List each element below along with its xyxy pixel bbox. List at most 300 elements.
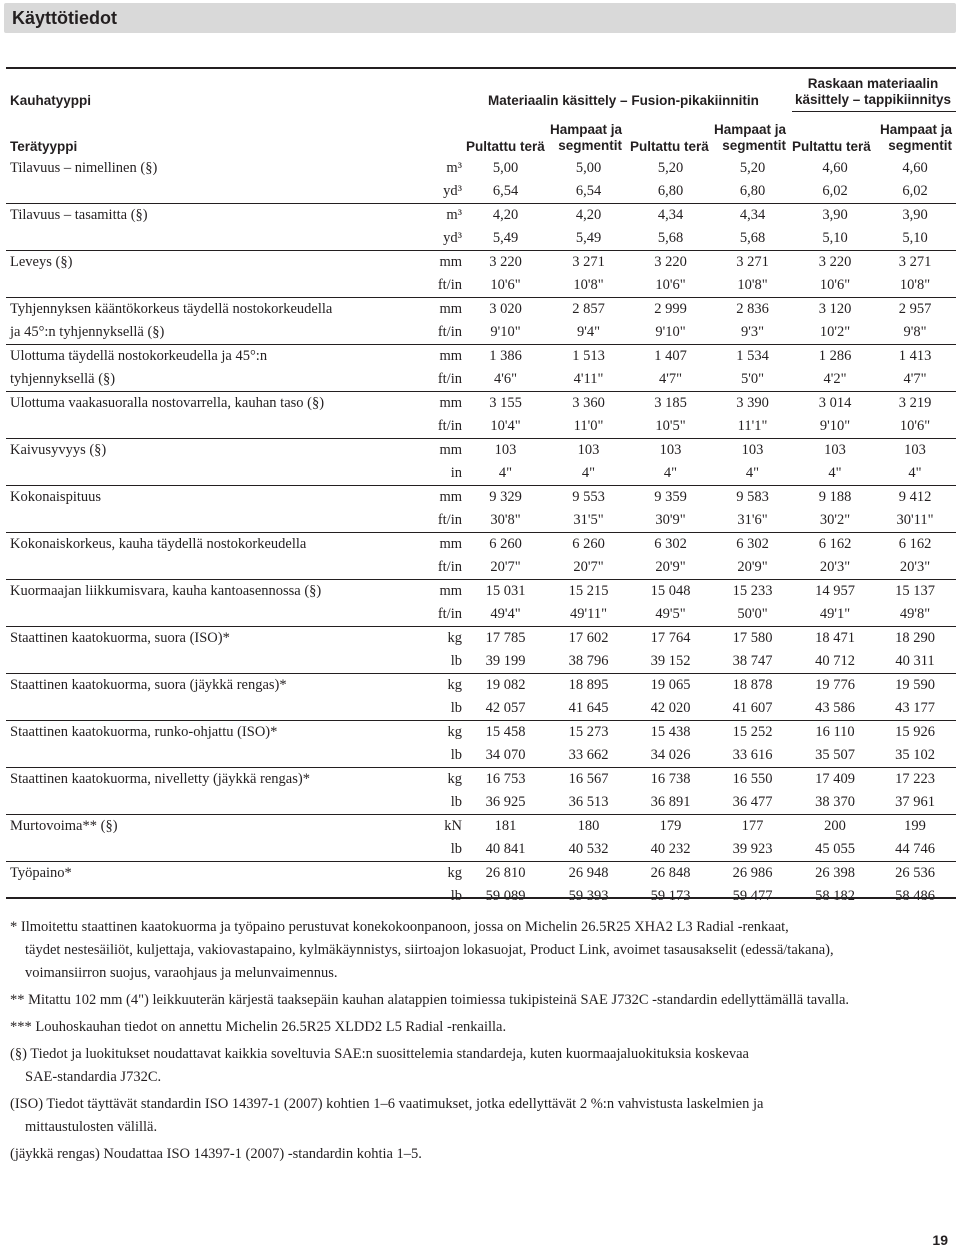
spec-value: 103 <box>466 439 545 463</box>
spec-value: 181 <box>466 815 545 839</box>
spec-value: 103 <box>796 439 874 463</box>
spec-value: 6,02 <box>902 183 928 199</box>
spec-value: 19 590 <box>874 674 956 698</box>
spec-value: 11'0" <box>573 418 604 434</box>
spec-value: 6 260 <box>466 533 545 557</box>
spec-unit: lb <box>450 794 462 810</box>
spec-value: 20'9" <box>737 559 768 575</box>
spec-value: 59 089 <box>485 888 526 904</box>
footnote-line: * Ilmoitettu staattinen kaatokuorma ja työpaino perustuvat konekokoonpanoon, jossa on Michelin 26.5R25 XHA2 L3 Radial -renkaat, <box>10 919 789 935</box>
table-row <box>6 486 956 510</box>
spec-value: 2 957 <box>874 298 956 322</box>
spec-value: 31'6" <box>737 512 768 528</box>
spec-label <box>6 274 420 298</box>
table-row <box>6 603 956 627</box>
footnote <box>10 1143 940 1166</box>
spec-value: 17 602 <box>545 627 632 651</box>
spec-value: 1 407 <box>632 345 709 369</box>
spec-label: Tyhjennyksen kääntökorkeus täydellä nostokorkeudella <box>6 298 420 322</box>
spec-value: 5,49 <box>492 230 519 246</box>
spec-value: 16 110 <box>796 721 874 745</box>
spec-value: 6,80 <box>739 183 766 199</box>
spec-value: 9 188 <box>796 486 874 510</box>
spec-value: 11'1" <box>737 418 768 434</box>
table-row <box>6 650 956 674</box>
footnote <box>10 916 940 985</box>
spec-value: 50'0" <box>737 606 768 622</box>
spec-value: 38 370 <box>815 794 855 810</box>
spec-value: 3 120 <box>796 298 874 322</box>
spec-value: 5,49 <box>575 230 602 246</box>
spec-value: 16 550 <box>709 768 796 792</box>
table-row <box>6 392 956 416</box>
spec-value: 30'11" <box>896 512 934 528</box>
spec-label: tyhjennyksellä (§) <box>10 371 116 387</box>
spec-value: 59 393 <box>568 888 609 904</box>
spec-value: 9 359 <box>632 486 709 510</box>
table-row <box>6 721 956 745</box>
table-row <box>6 509 956 533</box>
spec-label: Staattinen kaatokuorma, nivelletty (jäykkä rengas)* <box>6 768 420 792</box>
footnote <box>10 1016 940 1039</box>
spec-value: 18 290 <box>874 627 956 651</box>
spec-value: 103 <box>709 439 796 463</box>
spec-value: 42 057 <box>485 700 526 716</box>
spec-value: 17 580 <box>709 627 796 651</box>
col-header-teeth-1-line1: Hampaat ja <box>549 122 622 137</box>
table-row <box>6 791 956 815</box>
spec-value: 200 <box>796 815 874 839</box>
spec-value: 10'6" <box>655 277 686 293</box>
spec-value: 3,90 <box>874 204 956 228</box>
spec-label <box>6 838 420 862</box>
table-top-rule <box>6 67 956 69</box>
table-row <box>6 274 956 298</box>
table-row <box>6 321 956 345</box>
section-title-bar <box>4 3 956 33</box>
table-row <box>6 580 956 604</box>
spec-value: 49'11" <box>570 606 607 622</box>
spec-value: 9'10" <box>490 324 521 340</box>
spec-value: 36 477 <box>732 794 773 810</box>
spec-label: ja 45°:n tyhjennyksellä (§) <box>10 324 165 340</box>
spec-value: 18 471 <box>796 627 874 651</box>
spec-value: 20'9" <box>655 559 686 575</box>
spec-unit: ft/in <box>437 277 462 293</box>
spec-value: 4'11" <box>573 371 604 387</box>
spec-value: 59 477 <box>732 888 773 904</box>
spec-unit: lb <box>450 841 462 857</box>
spec-value: 36 925 <box>485 794 526 810</box>
spec-value: 15 233 <box>709 580 796 604</box>
footnote-line: (ISO) Tiedot täyttävät standardin ISO 14397-1 (2007) kohtien 1–6 vaatimukset, jotka edellyttävät 2 %:n vahvistusta laskelmien ja <box>10 1096 764 1112</box>
spec-label <box>6 180 420 204</box>
spec-value: 103 <box>874 439 956 463</box>
table-bottom-rule <box>6 897 956 899</box>
spec-value: 10'5" <box>655 418 686 434</box>
spec-value: 9 329 <box>466 486 545 510</box>
group-header-rule <box>792 111 956 112</box>
spec-unit: ft/in <box>437 559 462 575</box>
spec-value: 9'3" <box>740 324 765 340</box>
spec-value: 14 957 <box>796 580 874 604</box>
table-row <box>6 180 956 204</box>
col-header-bolted-1: Pultattu terä <box>466 139 545 154</box>
spec-value: 15 438 <box>632 721 709 745</box>
spec-value: 4,60 <box>822 160 848 176</box>
table-row <box>6 556 956 580</box>
spec-value: 6 162 <box>874 533 956 557</box>
spec-value: 10'4" <box>490 418 521 434</box>
spec-value: 3 271 <box>874 251 956 275</box>
spec-value: 4,20 <box>466 204 545 228</box>
spec-label <box>6 556 420 580</box>
spec-value: 18 878 <box>709 674 796 698</box>
spec-value: 16 753 <box>466 768 545 792</box>
table-row <box>6 744 956 768</box>
spec-value: 35 507 <box>815 747 855 763</box>
footnote-line: (§) Tiedot ja luokitukset noudattavat kaikkia soveltuvia SAE:n suosittelemia standardeja, kuten kuormaajaluokituksia koskevaa <box>10 1046 749 1062</box>
spec-value: 4'6" <box>493 371 518 387</box>
table-row <box>6 227 956 251</box>
spec-value: 31'5" <box>573 512 604 528</box>
spec-value: 5,00 <box>492 160 519 176</box>
spec-label: Kokonaiskorkeus, kauha täydellä nostokorkeudella <box>6 533 420 557</box>
spec-unit: ft/in <box>437 324 462 340</box>
spec-value: 17 409 <box>796 768 874 792</box>
spec-value: 38 747 <box>732 653 773 669</box>
spec-value: 19 065 <box>632 674 709 698</box>
spec-unit: kg <box>420 674 466 698</box>
table-row <box>6 251 956 275</box>
spec-value: 4" <box>745 465 760 481</box>
spec-value: 1 286 <box>796 345 874 369</box>
col-header-bolted-2: Pultattu terä <box>630 139 709 154</box>
spec-value: 17 764 <box>632 627 709 651</box>
spec-value: 5,10 <box>902 230 928 246</box>
spec-value: 26 948 <box>545 862 632 886</box>
spec-value: 9'4" <box>576 324 601 340</box>
spec-value: 49'4" <box>490 606 521 622</box>
spec-value: 9 412 <box>874 486 956 510</box>
spec-label <box>6 744 420 768</box>
table-row <box>6 838 956 862</box>
spec-value: 179 <box>632 815 709 839</box>
spec-value: 19 776 <box>796 674 874 698</box>
spec-value: 15 458 <box>466 721 545 745</box>
spec-value: 3 014 <box>796 392 874 416</box>
spec-value: 30'8" <box>490 512 521 528</box>
spec-value: 10'6" <box>819 277 851 293</box>
spec-value: 6 302 <box>632 533 709 557</box>
spec-value: 3 360 <box>545 392 632 416</box>
group-header-heavy-material-line1: Raskaan materiaalin <box>807 76 939 91</box>
table-row <box>6 415 956 439</box>
spec-value: 42 020 <box>650 700 691 716</box>
spec-value: 44 746 <box>895 841 935 857</box>
spec-value: 10'6" <box>899 418 931 434</box>
spec-value: 180 <box>545 815 632 839</box>
spec-unit: in <box>450 465 462 481</box>
spec-value: 40 311 <box>895 653 935 669</box>
table-row <box>6 204 956 228</box>
spec-value: 2 857 <box>545 298 632 322</box>
spec-value: 6,54 <box>575 183 602 199</box>
spec-value: 3 220 <box>796 251 874 275</box>
spec-value: 20'3" <box>819 559 851 575</box>
spec-value: 5,20 <box>739 160 766 176</box>
col-header-teeth-3-line2: segmentit <box>888 138 952 153</box>
spec-value: 5,68 <box>657 230 684 246</box>
spec-unit: mm <box>420 439 466 463</box>
col-header-teeth-3-line1: Hampaat ja <box>879 122 952 137</box>
spec-value: 6,80 <box>657 183 684 199</box>
spec-value: 6 260 <box>545 533 632 557</box>
spec-label: Ulottuma täydellä nostokorkeudella ja 45°:n <box>6 345 420 369</box>
footnote-line: ** Mitattu 102 mm (4") leikkuuterän kärjestä taaksepäin kauhan alatappien toimiessa tukipisteinä SAE J732C -standardin edellyttämällä tavalla. <box>10 992 850 1008</box>
footnote-line: (jäykkä rengas) Noudattaa ISO 14397-1 (2007) -standardin kohtia 1–5. <box>10 1146 422 1162</box>
spec-value: 4,20 <box>545 204 632 228</box>
spec-value: 10'2" <box>819 324 851 340</box>
spec-unit: kg <box>420 721 466 745</box>
spec-label <box>6 415 420 439</box>
spec-unit: mm <box>420 533 466 557</box>
spec-value: 26 536 <box>874 862 956 886</box>
spec-value: 1 413 <box>874 345 956 369</box>
spec-value: 58 486 <box>895 888 935 904</box>
spec-unit: yd³ <box>443 183 462 199</box>
spec-value: 177 <box>709 815 796 839</box>
spec-value: 3 020 <box>466 298 545 322</box>
spec-value: 15 273 <box>545 721 632 745</box>
spec-value: 17 223 <box>874 768 956 792</box>
table-row <box>6 368 956 392</box>
spec-unit: mm <box>420 392 466 416</box>
spec-value: 40 232 <box>650 841 691 857</box>
table-row <box>6 674 956 698</box>
spec-value: 26 810 <box>466 862 545 886</box>
table-row <box>6 627 956 651</box>
spec-value: 15 252 <box>709 721 796 745</box>
spec-value: 2 999 <box>632 298 709 322</box>
spec-value: 9 553 <box>545 486 632 510</box>
col-header-teeth-1-line2: segmentit <box>558 138 622 153</box>
spec-value: 4'7" <box>903 371 927 387</box>
spec-unit: m³ <box>446 160 462 176</box>
spec-value: 4'2" <box>823 371 847 387</box>
specifications-table <box>6 157 956 908</box>
spec-value: 34 026 <box>650 747 691 763</box>
spec-label: Kuormaajan liikkumisvara, kauha kantoasennossa (§) <box>6 580 420 604</box>
table-row <box>6 815 956 839</box>
footnote <box>10 1043 940 1089</box>
spec-value: 3 185 <box>632 392 709 416</box>
spec-value: 6,54 <box>492 183 519 199</box>
spec-value: 43 586 <box>815 700 855 716</box>
spec-value: 20'7" <box>490 559 521 575</box>
spec-value: 199 <box>874 815 956 839</box>
spec-unit: kN <box>420 815 466 839</box>
spec-value: 10'6" <box>490 277 521 293</box>
spec-value: 45 055 <box>815 841 855 857</box>
footnote <box>10 989 940 1012</box>
spec-value: 16 567 <box>545 768 632 792</box>
spec-value: 58 182 <box>815 888 855 904</box>
spec-value: 39 152 <box>650 653 691 669</box>
spec-label <box>6 697 420 721</box>
table-row <box>6 862 956 886</box>
spec-label <box>6 650 420 674</box>
spec-value: 10'8" <box>573 277 604 293</box>
spec-label: Kaivusyvyys (§) <box>6 439 420 463</box>
spec-value: 26 986 <box>709 862 796 886</box>
spec-value: 6 162 <box>796 533 874 557</box>
spec-value: 4,34 <box>632 204 709 228</box>
spec-value: 5,00 <box>575 160 602 176</box>
spec-value: 4,60 <box>902 160 928 176</box>
spec-value: 9'8" <box>903 324 927 340</box>
spec-value: 2 836 <box>709 298 796 322</box>
spec-unit: m³ <box>420 204 466 228</box>
spec-unit: ft/in <box>437 418 462 434</box>
spec-value: 15 048 <box>632 580 709 604</box>
spec-value: 34 070 <box>485 747 526 763</box>
spec-value: 49'8" <box>899 606 931 622</box>
spec-unit: lb <box>450 888 462 904</box>
spec-value: 9 583 <box>709 486 796 510</box>
spec-value: 6 302 <box>709 533 796 557</box>
spec-value: 15 926 <box>874 721 956 745</box>
spec-value: 20'3" <box>899 559 931 575</box>
spec-value: 1 386 <box>466 345 545 369</box>
spec-value: 26 848 <box>632 862 709 886</box>
spec-value: 16 738 <box>632 768 709 792</box>
spec-value: 4" <box>663 465 678 481</box>
table-row <box>6 533 956 557</box>
spec-value: 5'0" <box>740 371 765 387</box>
spec-value: 39 923 <box>732 841 773 857</box>
spec-label: Kokonaispituus <box>6 486 420 510</box>
spec-value: 17 785 <box>466 627 545 651</box>
spec-label <box>6 791 420 815</box>
col-header-teeth-2-line1: Hampaat ja <box>713 122 786 137</box>
spec-value: 4" <box>828 465 842 481</box>
spec-value: 43 177 <box>895 700 935 716</box>
spec-value: 15 137 <box>874 580 956 604</box>
spec-value: 49'1" <box>819 606 851 622</box>
spec-value: 4" <box>498 465 513 481</box>
table-row <box>6 345 956 369</box>
spec-label: Murtovoima** (§) <box>6 815 420 839</box>
spec-value: 4" <box>581 465 596 481</box>
spec-value: 18 895 <box>545 674 632 698</box>
spec-label: Ulottuma vaakasuoralla nostovarrella, kauhan taso (§) <box>6 392 420 416</box>
spec-value: 49'5" <box>655 606 686 622</box>
spec-value: 3 390 <box>709 392 796 416</box>
spec-unit: lb <box>450 653 462 669</box>
footnote-line: voimansiirron suojus, varaohjaus ja melunvaimennus. <box>25 965 338 981</box>
spec-value: 37 961 <box>895 794 935 810</box>
spec-label <box>6 603 420 627</box>
spec-unit: ft/in <box>437 606 462 622</box>
spec-unit: mm <box>420 486 466 510</box>
spec-value: 103 <box>545 439 632 463</box>
spec-value: 3 271 <box>545 251 632 275</box>
spec-value: 5,20 <box>657 160 684 176</box>
spec-value: 103 <box>632 439 709 463</box>
spec-value: 30'9" <box>655 512 686 528</box>
spec-value: 19 082 <box>466 674 545 698</box>
spec-unit: kg <box>420 768 466 792</box>
spec-value: 10'8" <box>899 277 931 293</box>
spec-value: 3 271 <box>709 251 796 275</box>
table-row <box>6 298 956 322</box>
spec-value: 41 607 <box>732 700 773 716</box>
spec-unit: lb <box>450 747 462 763</box>
footnote-line: *** Louhoskauhan tiedot on annettu Michelin 26.5R25 XLDD2 L5 Radial -renkailla. <box>10 1019 507 1035</box>
spec-value: 30'2" <box>819 512 851 528</box>
spec-value: 3 155 <box>466 392 545 416</box>
spec-value: 4" <box>908 465 922 481</box>
spec-value: 41 645 <box>568 700 609 716</box>
spec-unit: yd³ <box>443 230 462 246</box>
spec-label: Tilavuus – tasamitta (§) <box>6 204 420 228</box>
spec-label <box>6 227 420 251</box>
spec-unit: mm <box>420 251 466 275</box>
spec-unit: mm <box>420 298 466 322</box>
spec-value: 3 220 <box>632 251 709 275</box>
group-header-material-handling: Materiaalin käsittely – Fusion-pikakiinnitin <box>488 93 759 108</box>
spec-value: 1 513 <box>545 345 632 369</box>
spec-value: 40 712 <box>815 653 855 669</box>
group-header-heavy-material-line2: käsittely – tappikiinnitys <box>794 92 952 107</box>
spec-label: Staattinen kaatokuorma, suora (ISO)* <box>6 627 420 651</box>
col-header-bolted-3: Pultattu terä <box>792 139 871 154</box>
spec-value: 1 534 <box>709 345 796 369</box>
footnote-line: mittaustulosten välillä. <box>25 1119 158 1135</box>
table-row <box>6 157 956 180</box>
spec-value: 35 102 <box>895 747 935 763</box>
spec-unit: lb <box>450 700 462 716</box>
spec-label <box>6 509 420 533</box>
spec-value: 15 215 <box>545 580 632 604</box>
spec-value: 10'8" <box>737 277 768 293</box>
spec-value: 9'10" <box>655 324 686 340</box>
footnote-line: täydet nestesäiliöt, kuljettaja, vakiovastapaino, kylmäkäynnistys, siirtoajon lokasuojat, Product Link, avoimet tasausakselit (edessä/takana), <box>25 942 834 958</box>
spec-label: Staattinen kaatokuorma, runko-ohjattu (ISO)* <box>6 721 420 745</box>
footnote-line: SAE-standardia J732C. <box>25 1069 162 1085</box>
spec-value: 15 031 <box>466 580 545 604</box>
bucket-type-label: Kauhatyyppi <box>10 93 92 108</box>
page-number: 19 <box>932 1232 948 1248</box>
spec-value: 6,02 <box>822 183 848 199</box>
spec-value: 3,90 <box>796 204 874 228</box>
spec-value: 5,68 <box>739 230 766 246</box>
spec-label <box>6 462 420 486</box>
spec-label: Työpaino* <box>6 862 420 886</box>
spec-unit: mm <box>420 345 466 369</box>
spec-value: 39 199 <box>485 653 526 669</box>
table-row <box>6 697 956 721</box>
footnotes <box>10 916 940 1170</box>
spec-unit: kg <box>420 862 466 886</box>
spec-label: Leveys (§) <box>6 251 420 275</box>
spec-unit: ft/in <box>437 512 462 528</box>
table-row <box>6 439 956 463</box>
col-header-teeth-2-line2: segmentit <box>722 138 786 153</box>
spec-value: 3 220 <box>466 251 545 275</box>
spec-value: 33 616 <box>732 747 773 763</box>
